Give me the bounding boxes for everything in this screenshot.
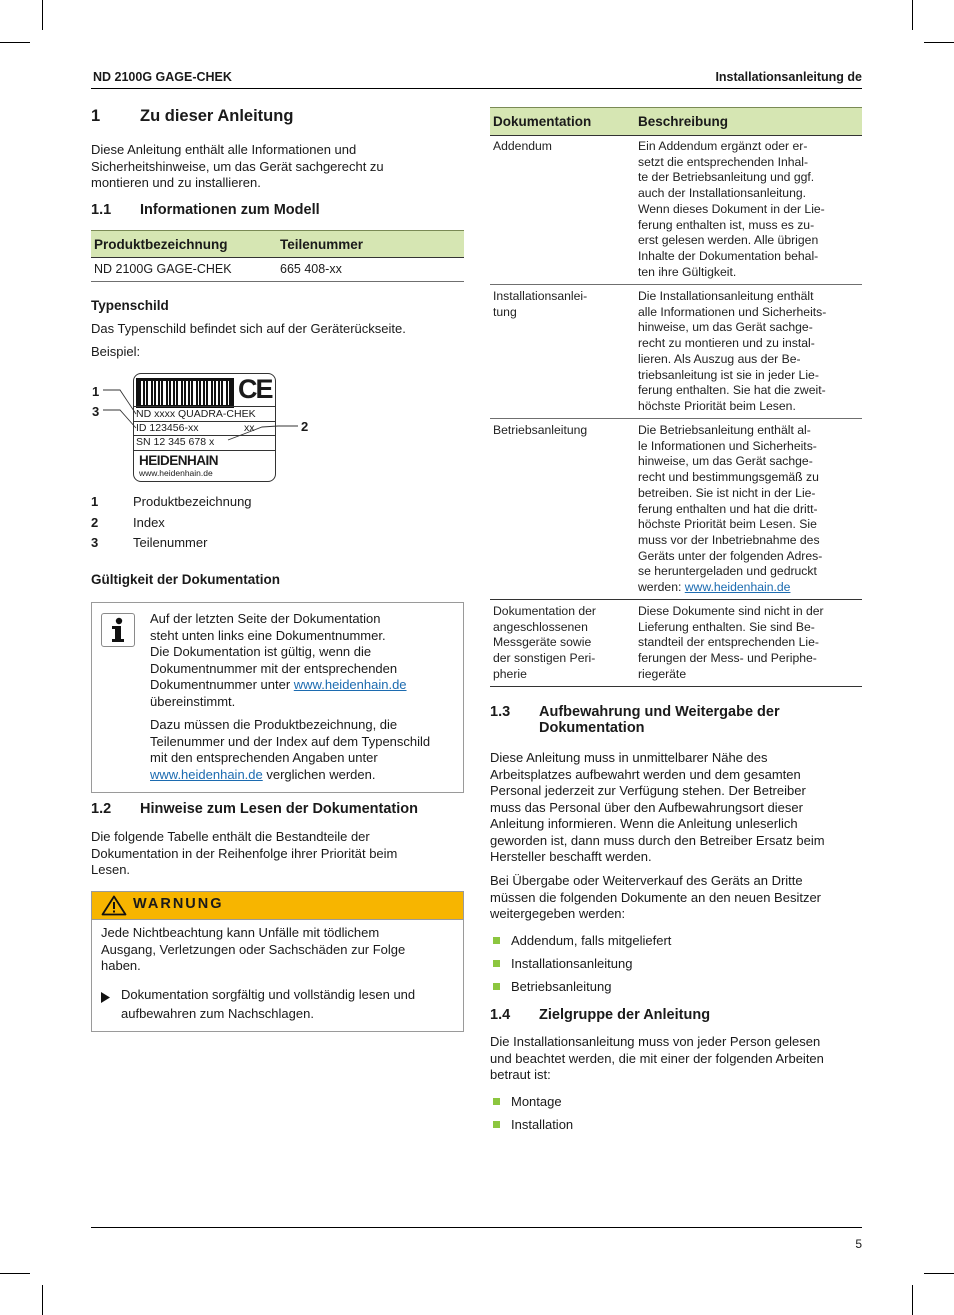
table-cell: 665 408-xx xyxy=(280,262,342,276)
section-1-intro xyxy=(91,142,384,192)
text-line: Hersteller beschafft werden. xyxy=(490,849,652,864)
text-line: geworden ist, dann muss durch den Betreiber Ersatz beim xyxy=(490,832,825,848)
page-number: 5 xyxy=(855,1237,862,1251)
text-line: mit den entsprechenden Angaben unter xyxy=(150,750,378,765)
text-line: steht unten links eine Dokumentnummer. xyxy=(150,627,386,643)
bullet-square-icon xyxy=(493,1098,500,1105)
text-line: weitergegeben werden: xyxy=(490,906,626,921)
table-cell-desc: Diese Dokumente sind nicht in der Lieferung enthalten. Sie sind Be- standteil der entsprechenden Lie- ferungen der Mess- und Periphe- riegeräte xyxy=(638,604,824,681)
warning-label: WARNUNG xyxy=(133,896,224,912)
section-number: 1 xyxy=(91,107,101,125)
warning-action xyxy=(101,985,456,1023)
text-line: Dokumentation sorgfältig und vollständig lesen und xyxy=(121,986,416,1002)
text-line: Auf der letzten Seite der Dokumentation xyxy=(150,611,381,626)
info-text xyxy=(150,611,458,783)
text-line: Dokumentnummer unter www.heidenhain.de xyxy=(150,677,407,692)
bullet-square-icon xyxy=(493,1121,500,1128)
crop-mark xyxy=(924,42,954,43)
table-header xyxy=(490,107,862,135)
crop-mark xyxy=(42,1285,43,1315)
header-product: ND 2100G GAGE-CHEK xyxy=(93,70,232,84)
table-divider xyxy=(490,686,862,687)
crop-mark xyxy=(0,42,30,43)
warning-bar xyxy=(92,892,463,920)
text-line: Lesen. xyxy=(91,862,131,877)
text-line: Ausgang, Verletzungen oder Sachschäden zur Folge xyxy=(101,941,406,957)
warning-triangle-icon xyxy=(101,895,127,921)
text-line: übereinstimmt. xyxy=(150,693,236,709)
section-1-2-heading xyxy=(91,801,464,821)
table-divider xyxy=(91,257,464,258)
typenschild-text: Das Typenschild befindet sich auf der Geräterückseite. xyxy=(91,321,406,336)
table-divider xyxy=(490,418,862,419)
table-divider xyxy=(91,281,464,282)
section-1-3-paragraph xyxy=(490,873,821,923)
callout-1: 1 xyxy=(92,384,100,399)
text-line: und beachtet werden, die mit einer der folgenden Arbeiten xyxy=(490,1050,824,1066)
table-header-cell: Produktbezeichnung xyxy=(94,237,228,252)
table-cell-desc: Die Installationsanleitung enthält alle Informationen und Sicherheits- hinweise, um das Gerät sachge- recht zu montieren und zu instal- lieren. Als Auszug aus der Be- triebsanleitung ist sie in jeder Lie- ferung enthalten. Sie hat die zweit- höchste Priorität beim Lesen. xyxy=(638,289,827,413)
header-doc-title: Installationsanleitung de xyxy=(715,70,862,84)
heidenhain-logo: HEIDENHAIN xyxy=(139,453,219,468)
callout-2: 2 xyxy=(301,419,309,434)
section-title: Zielgruppe der Anleitung xyxy=(539,1007,711,1023)
table-cell-doc: Installationsanlei- tung xyxy=(493,289,588,319)
section-1-heading xyxy=(91,107,464,129)
section-number: 1.2 xyxy=(91,801,112,817)
text-line: Sicherheitshinweise, um das Gerät sachgerecht zu xyxy=(91,158,384,174)
text-line: betraut ist: xyxy=(490,1067,551,1082)
section-1-4-paragraph xyxy=(490,1034,824,1084)
table-cell-desc: Die Betriebsanleitung enthält al- le Informationen und Sicherheits- hinweise, um das Gerät sachge- recht und bestimmungsgemäß zu betreiben. Sie ist nicht in der Lie- ferung enthalten und hat die dritt- höchste Priorität beim Lesen. Sie muss vor der Inbetriebnahme des Geräts unter der folgenden Adres- se heruntergeladen und gedruckt werden: www.heidenhain.de xyxy=(638,423,823,595)
typenschild-example-label: Beispiel: xyxy=(91,344,141,359)
section-number: 1.1 xyxy=(91,202,112,218)
text-line: Dokumentnummer mit der entsprechenden xyxy=(150,660,398,676)
crop-mark xyxy=(912,1285,913,1315)
callout-leader-lines xyxy=(100,385,305,445)
bullet-square-icon xyxy=(493,983,500,990)
section-1-3-paragraph xyxy=(490,750,825,866)
table-header xyxy=(91,230,464,258)
text-line: Die Installationsanleitung muss von jeder Person gelesen xyxy=(490,1034,821,1049)
crop-mark xyxy=(924,1273,954,1274)
table-divider xyxy=(490,599,862,600)
text-line: www.heidenhain.de verglichen werden. xyxy=(150,766,376,782)
plate-product-line: ND xxxx QUADRA-CHEK xyxy=(136,408,256,420)
text-line: müssen die folgenden Dokumente an den neuen Besitzer xyxy=(490,889,821,905)
section-number: 1.3 xyxy=(490,704,511,720)
table-cell-doc: Betriebsanleitung xyxy=(493,423,588,437)
text-line: Dokumentation in der Reihenfolge ihrer Priorität beim xyxy=(91,845,398,861)
model-table xyxy=(91,230,464,282)
section-title: Hinweise zum Lesen der Dokumentation xyxy=(140,801,418,817)
bullet-square-icon xyxy=(493,960,500,967)
info-box xyxy=(91,602,464,793)
text-line: Bei Übergabe oder Weiterverkauf des Geräts an Dritte xyxy=(490,873,803,888)
info-icon xyxy=(101,613,135,647)
text-line: aufbewahren zum Nachschlagen. xyxy=(121,1005,314,1021)
page-header xyxy=(91,68,862,89)
warning-box xyxy=(91,891,464,1032)
gueltigkeit-heading: Gültigkeit der Dokumentation xyxy=(91,572,281,587)
table-cell-doc: Addendum xyxy=(493,139,552,153)
text-line: haben. xyxy=(101,958,141,973)
plate-index: xx xyxy=(244,422,255,434)
section-1-4-heading xyxy=(490,1007,862,1027)
table-header-cell: Dokumentation xyxy=(493,114,592,129)
callout-3: 3 xyxy=(92,404,100,419)
section-1-2-intro xyxy=(91,829,397,879)
table-divider xyxy=(490,284,862,285)
text-line: Die folgende Tabelle enthält die Bestandteile der xyxy=(91,829,370,844)
documentation-table xyxy=(490,107,862,687)
ce-mark: CE xyxy=(238,374,272,404)
text-line: Dazu müssen die Produktbezeichnung, die xyxy=(150,717,398,732)
text-line: Arbeitsplatzes aufbewahrt werden und dem gesamten xyxy=(490,766,801,782)
text-line: Teilenummer und der Index auf dem Typenschild xyxy=(150,733,431,749)
table-header-cell: Beschreibung xyxy=(638,114,729,129)
heidenhain-link[interactable]: www.heidenhain.de xyxy=(293,677,407,692)
plate-divider xyxy=(134,450,275,451)
page-footer xyxy=(91,1227,862,1251)
section-title: Informationen zum Modell xyxy=(140,202,320,218)
plate-id-line: ID 123456-xx xyxy=(136,422,199,434)
plate-serial-line: SN 12 345 678 x xyxy=(136,436,215,448)
heidenhain-link[interactable]: www.heidenhain.de xyxy=(684,580,791,595)
crop-mark xyxy=(0,1273,30,1274)
heidenhain-link[interactable]: www.heidenhain.de xyxy=(150,766,263,782)
text-line: Die Dokumentation ist gültig, wenn die xyxy=(150,644,372,659)
text-line: Diese Anleitung enthält alle Informationen und xyxy=(91,142,357,157)
text-line: Personal jederzeit zur Verfügung stehen. Der Betreiber xyxy=(490,783,806,798)
typenschild-heading: Typenschild xyxy=(91,298,169,313)
section-title: Aufbewahrung und Weitergabe der Dokumentation xyxy=(539,704,780,736)
section-1-3-heading xyxy=(490,704,862,744)
crop-mark xyxy=(912,0,913,30)
crop-mark xyxy=(42,0,43,30)
table-cell: ND 2100G GAGE-CHEK xyxy=(94,262,232,276)
section-1-1-heading xyxy=(91,202,464,222)
text-line: montieren und zu installieren. xyxy=(91,175,261,190)
section-number: 1.4 xyxy=(490,1007,511,1023)
plate-url: www.heidenhain.de xyxy=(139,468,213,478)
text-line: Anleitung informieren. Wenn die Anleitung unleserlich xyxy=(490,816,798,831)
table-cell-desc: Ein Addendum ergänzt oder er- setzt die entsprechenden Inhal- te der Betriebsanleitung und ggf. auch der Installationsanleitung. Wenn dieses Dokument in der Lie- ferung enthalten ist, muss es zu- erst gelesen werden. Alle übrigen Inhalte der Dokumentation behal- ten ihre Gültigkeit. xyxy=(638,139,825,279)
bullet-square-icon xyxy=(493,937,500,944)
table-cell-doc: Dokumentation der angeschlossenen Messgeräte sowie der sonstigen Peri- pherie xyxy=(493,604,596,681)
table-header-cell: Teilenummer xyxy=(280,237,364,252)
text-line: muss das Personal über den Aufbewahrungsort dieser xyxy=(490,799,803,815)
arrow-right-icon xyxy=(101,989,110,1008)
section-title: Zu dieser Anleitung xyxy=(140,107,294,125)
warning-text xyxy=(101,925,456,1023)
text-line: Jede Nichtbeachtung kann Unfälle mit tödlichem xyxy=(101,925,380,940)
table-divider xyxy=(490,135,862,136)
text-line: Diese Anleitung muss in unmittelbarer Nähe des xyxy=(490,750,768,765)
